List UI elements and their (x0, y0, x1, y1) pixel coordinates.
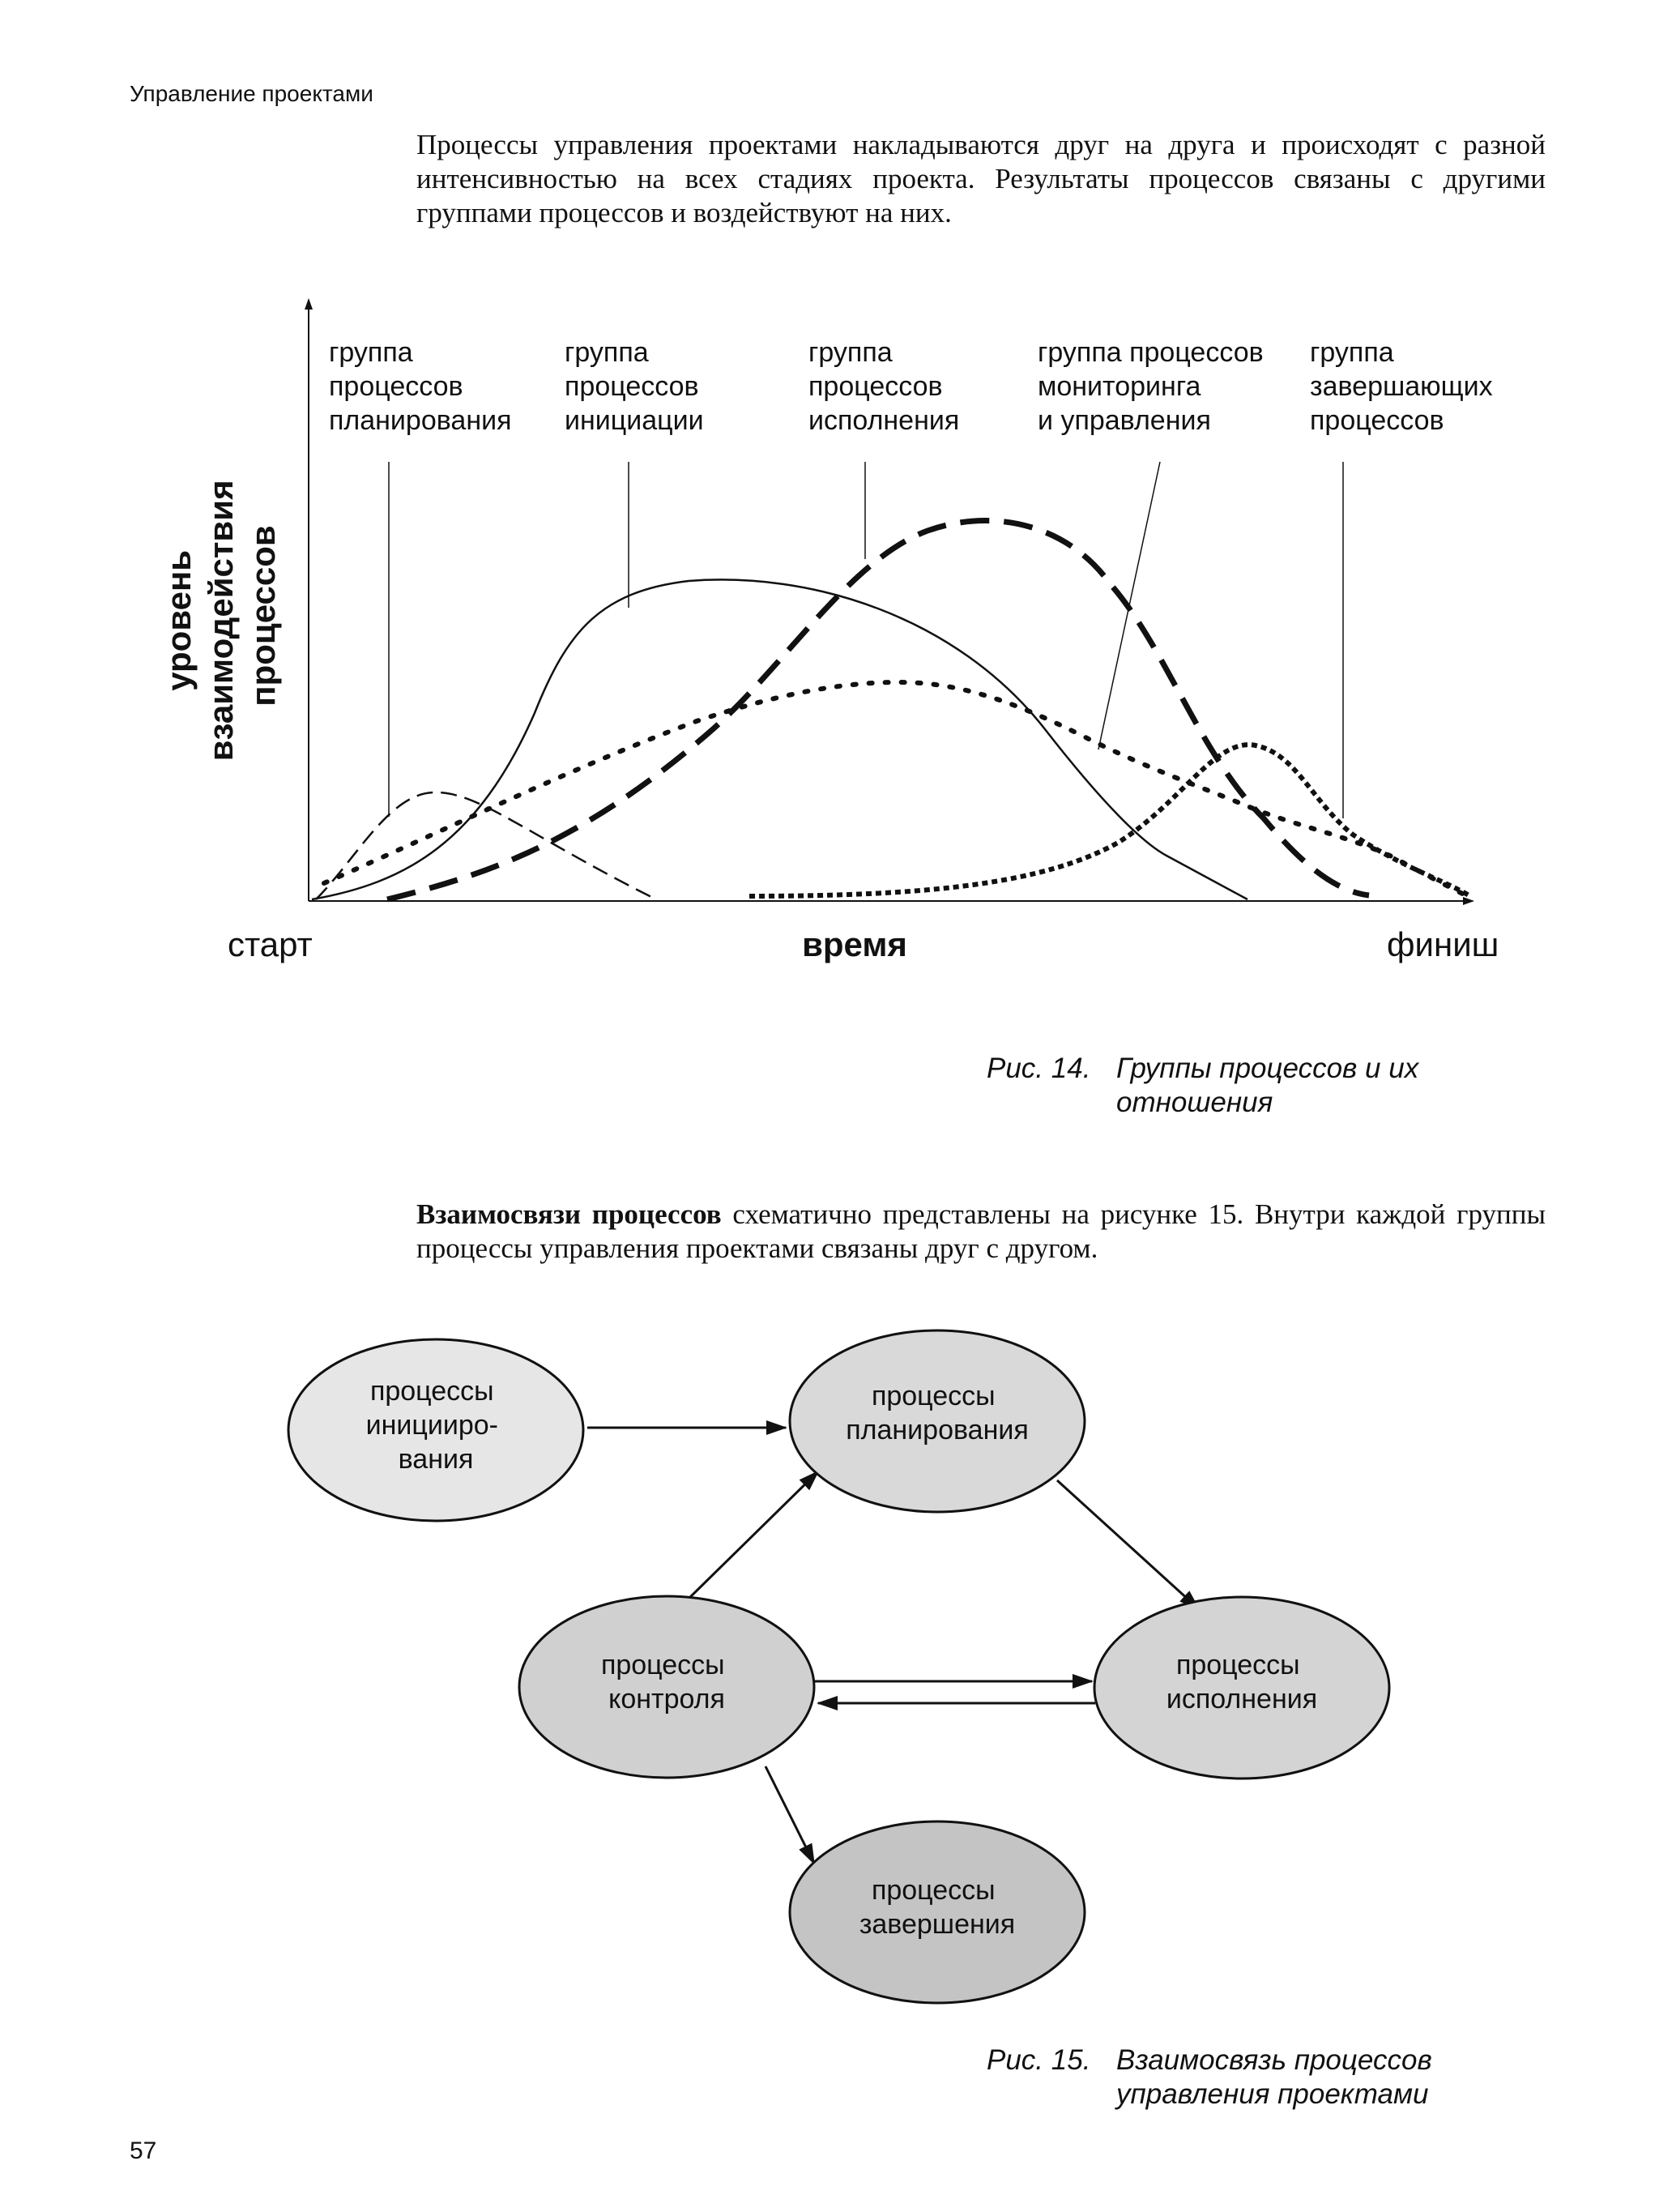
arrow-planning-to-execution (1057, 1480, 1199, 1609)
relations-paragraph-rest: схематично представлены на рисунке 15. Внутри каждой группы процессы управления проектами связаны друг с другом. (416, 1198, 1546, 1264)
figure-15-caption (987, 2043, 1554, 2112)
node-execution-label: процессы исполнения (1166, 1650, 1318, 1715)
running-head: Управление проектами (130, 81, 373, 106)
group-label-planning: группа процессов планирования (329, 337, 512, 436)
group-label-monitoring: группа процессов мониторинга и управления (1038, 337, 1264, 436)
node-execution (1094, 1597, 1389, 1779)
arrow-control-to-planning (687, 1471, 818, 1600)
leader-line-monitoring (1098, 462, 1160, 749)
node-closing (790, 1821, 1085, 2003)
figure-15-diagram (0, 1313, 1659, 2042)
x-start-label: старт (228, 925, 313, 963)
page-number: 57 (130, 2137, 157, 2164)
y-axis-label: уровень взаимодействия процессов (160, 480, 282, 762)
curve-closing (749, 745, 1470, 896)
node-planning (790, 1330, 1085, 1512)
node-initiation-label: процессы иницииро- вания (365, 1376, 498, 1475)
node-control (519, 1596, 814, 1778)
arrow-control-to-closing (766, 1766, 814, 1864)
x-axis-label: время (802, 925, 907, 963)
group-label-execution: группа процессов исполнения (808, 337, 960, 436)
relations-paragraph-bold: Взаимосвязи процессов (416, 1198, 722, 1230)
figure-14-caption-number: Рис. 14. (987, 1053, 1091, 1084)
node-closing-label: процессы завершения (859, 1875, 1016, 1940)
x-end-label: финиш (1387, 925, 1499, 963)
figure-14-caption (987, 1052, 1554, 1120)
figure-15-caption-text: Взаимосвязь процессов управления проектами (1116, 2044, 1432, 2110)
figure-15-caption-number: Рис. 15. (987, 2044, 1091, 2076)
intro-paragraph: Процессы управления проектами накладываются друг на друга и происходят с разной интенсивностью на всех стадиях проекта. Результаты процессов связаны с другими группами процессов и воздействуют на них. (416, 129, 1546, 228)
node-initiation (288, 1339, 583, 1521)
curve-initiation (312, 579, 1247, 899)
group-label-initiation: группа процессов инициации (565, 337, 704, 436)
node-planning-label: процессы планирования (846, 1381, 1029, 1445)
relations-paragraph (416, 1198, 1546, 1266)
node-control-label: процессы контроля (600, 1650, 725, 1715)
figure-14-chart (0, 0, 1659, 1021)
group-label-closing: группа завершающих процессов (1310, 337, 1493, 436)
curve-execution (387, 521, 1369, 899)
figure-14-caption-text: Группы процессов и их отношения (1116, 1053, 1419, 1118)
